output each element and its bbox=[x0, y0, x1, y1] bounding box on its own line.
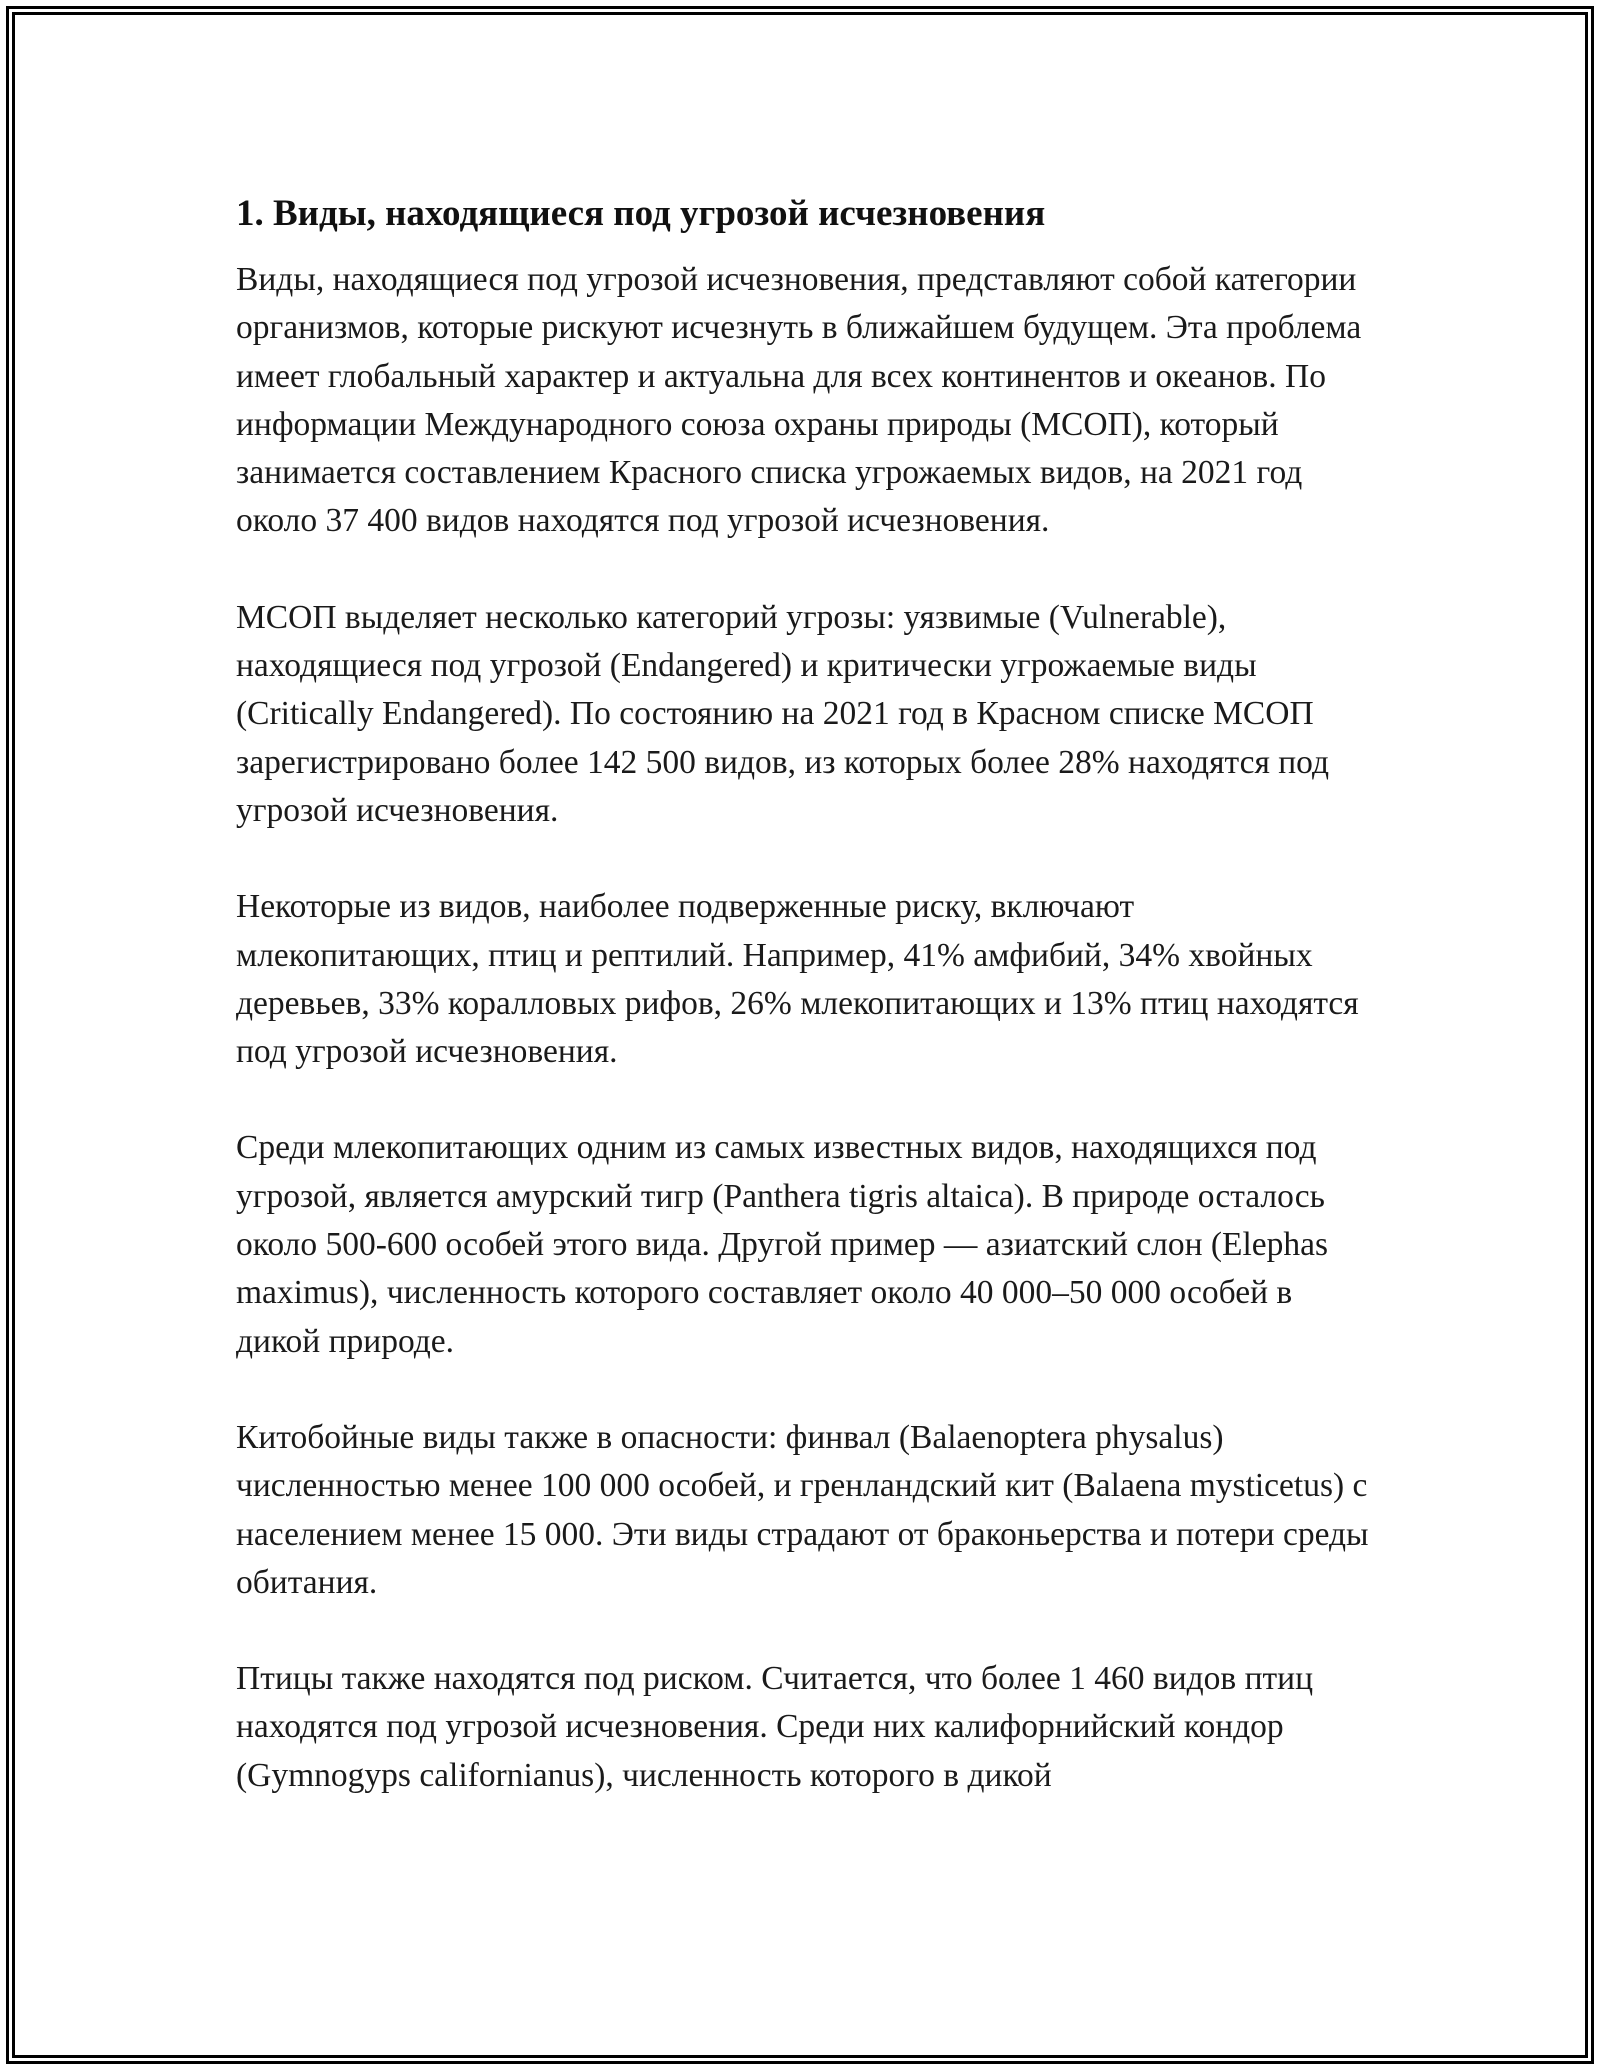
paragraph-whales: Китобойные виды также в опасности: финвал (Balaenoptera physalus) численностью менее 100 000 особей, и гренландский кит (Balaena mysticetus) с населением менее 15 000. Эти виды страдают от браконьерства и потери среды обитания. bbox=[236, 1418, 1369, 1601]
paragraph-birds: Птицы также находятся под риском. Считается, что более 1 460 видов птиц находятся под угрозой исчезновения. Среди них калифорнийский кондор (Gymnogyps californianus), численность которого в дикой bbox=[236, 1660, 1314, 1794]
paragraph-intro: Виды, находящиеся под угрозой исчезновения, представляют собой категории организмов, которые рискуют исчезнуть в ближайшем будущем. Эта проблема имеет глобальный характер и актуальна для всех континентов и океанов. По информации Международного союза охраны природы (МСОП), который занимается составлением Красного списка угрожаемых видов, на 2021 год около 37 400 видов находятся под угрозой исчезновения. bbox=[236, 261, 1362, 540]
paragraph-risk-groups: Некоторые из видов, наиболее подверженные риску, включают млекопитающих, птиц и рептилий. Например, 41% амфибий, 34% хвойных деревьев, 33% коралловых рифов, 26% млекопитающих и 13% птиц находятся под угрозой исчезновения. bbox=[236, 888, 1359, 1071]
paragraph-mammals: Среди млекопитающих одним из самых известных видов, находящихся под угрозой, является амурский тигр (Panthera tigris altaica). В природе осталось около 500-600 особей этого вида. Другой пример — азиатский слон (Elephas maximus), численность которого составляет около 40 000–50 000 особей в дикой природе. bbox=[236, 1129, 1329, 1360]
section-heading: 1. Виды, находящиеся под угрозой исчезновения bbox=[236, 193, 1046, 234]
document-page bbox=[236, 186, 1376, 1848]
paragraph-iucn-categories: МСОП выделяет несколько категорий угрозы: уязвимые (Vulnerable), находящиеся под угрозой (Endangered) и критически угрожаемые виды (Critically Endangered). По состоянию на 2021 год в Красном списке МСОП зарегистрировано более 142 500 видов, из которых более 28% находятся под угрозой исчезновения. bbox=[236, 598, 1330, 829]
